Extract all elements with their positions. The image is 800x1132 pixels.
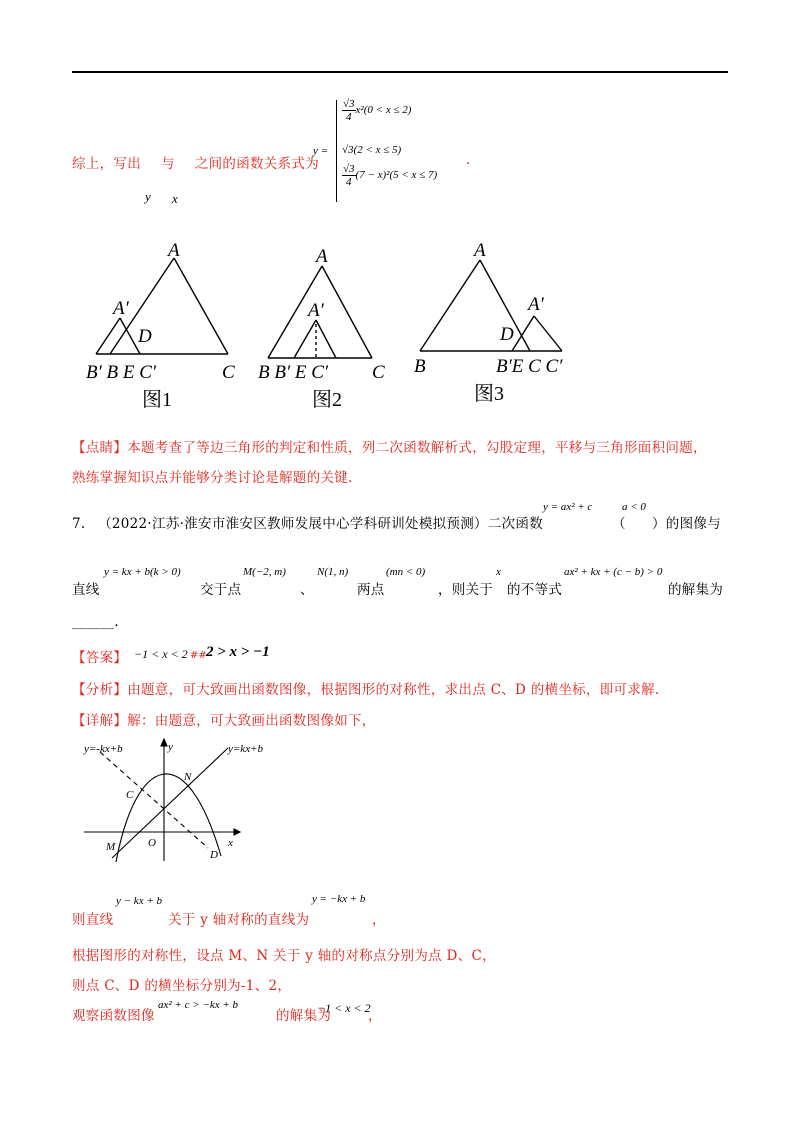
comment-text-1: 本题考查了等边三角形的判定和性质，列二次函数解析式，勾股定理，平移与三角形面积问题， — [127, 440, 707, 456]
q7-func: y = ax² + c — [543, 501, 593, 513]
step4-sol: −1 < x < 2 — [317, 1001, 371, 1015]
function-graph — [76, 736, 276, 866]
summary-text-2: 与 — [161, 156, 175, 172]
analysis-line — [72, 678, 660, 698]
piecewise-lhs: y = — [313, 145, 329, 157]
piecewise-case2: √3(2 < x ≤ 5) — [342, 144, 402, 156]
case3-num: √3 — [343, 163, 355, 175]
summary-y-var: y — [145, 189, 151, 204]
q7-cond: a < 0 — [622, 501, 646, 513]
parabola — [116, 774, 221, 862]
fig1-label-D: D — [138, 326, 152, 347]
summary-text-1: 综上，写出 — [72, 156, 141, 172]
fig2-caption: 图2 — [312, 389, 342, 411]
fig1-label-bottom: B′ B E C′ — [86, 362, 157, 383]
q7-line2-start: 直线 — [72, 582, 100, 598]
analysis-text: 由题意，可大致画出函数图像，根据图形的对称性，求出点 C、D 的横坐标，即可求解. — [127, 682, 660, 698]
q7-about: ，则关于 — [438, 582, 494, 598]
step4-eq: ax² + c > −kx + b — [158, 999, 239, 1011]
q7-intersect: 交于点 — [200, 582, 242, 598]
step1-c: ， — [372, 912, 386, 928]
answer-line — [72, 646, 127, 666]
q7-point-N: N(1, n) — [317, 566, 349, 578]
summary-period: . — [466, 152, 471, 168]
fig3-caption: 图3 — [474, 383, 504, 405]
summary-x-var: x — [172, 191, 178, 206]
detail-line — [72, 709, 376, 729]
graph-point-N: N — [184, 771, 192, 783]
step1-eq2: y = −kx + b — [312, 893, 366, 905]
answer-sep: ## — [190, 650, 207, 661]
fig1-label-A1: A′ — [113, 298, 129, 319]
step4-a: 观察函数图像 — [72, 1008, 155, 1024]
q7-sep: 、 — [300, 582, 314, 598]
graph-origin: O — [148, 837, 156, 849]
case3-rest: (7 − x)²(5 < x ≤ 7) — [355, 169, 438, 182]
comment-line-1 — [72, 436, 707, 456]
q7-ineq-of: 的不等式 — [507, 582, 563, 598]
summary-prefix — [72, 152, 319, 172]
q7-cond-open: （ — [612, 516, 626, 532]
step2: 根据图形的对称性，设点 M、N 关于 y 轴的对称点分别为点 D、C， — [72, 948, 496, 964]
fig2-label-A1: A′ — [308, 300, 324, 321]
piecewise-brace — [336, 100, 341, 202]
q7-ineq: ax² + kx + (c − b) > 0 — [564, 566, 663, 578]
q7-solution-set: 的解集为 — [668, 582, 724, 598]
q7-point-M: M(−2, m) — [243, 566, 286, 578]
analysis-tag: 【分析】 — [72, 682, 128, 698]
case3-den: 4 — [346, 176, 352, 188]
fig1-label-C: C — [222, 362, 235, 383]
fig2-label-A: A — [316, 246, 328, 267]
graph-point-D: D — [210, 849, 218, 861]
triangle-figures — [80, 236, 600, 416]
answer-value: −1 < x < 2 — [134, 647, 188, 661]
step1-eq: y − kx + b — [116, 895, 162, 907]
q7-mn: (mn < 0) — [386, 566, 426, 578]
graph-label-left: y=-kx+b — [84, 743, 123, 755]
fig2-label-C: C — [372, 362, 385, 383]
step3: 则点 C、D 的横坐标分别为-1、2， — [72, 978, 292, 994]
step1-b: 关于 y 轴对称的直线为 — [168, 912, 310, 928]
fig3-label-bottom: B′E C C′ — [496, 356, 563, 377]
fig3-label-D: D — [500, 324, 514, 345]
q7-cond-close: ）的图像与 — [652, 516, 721, 532]
q7-line-eq: y = kx + b(k > 0) — [104, 566, 181, 578]
step4-c: ， — [368, 1008, 382, 1024]
answer-bold: 2 > x > −1 — [206, 644, 270, 660]
q7-source: （2022·江苏·淮安市淮安区教师发展中心学科研训处模拟预测）二次函数 — [98, 516, 544, 532]
y-axis-arrow — [161, 739, 167, 746]
comment-tag: 【点睛】 — [72, 440, 128, 456]
step4-b: 的解集为 — [276, 1008, 332, 1024]
fig2-label-bottom: B B′ E C′ — [258, 362, 329, 383]
graph-label-right: y=kx+b — [228, 743, 263, 755]
answer-tag: 【答案】 — [72, 650, 128, 666]
graph-point-M: M — [106, 841, 116, 853]
line-kx-b — [112, 748, 228, 858]
piecewise-case1 — [342, 98, 411, 123]
q7-two-points: 两点 — [357, 582, 385, 598]
x-axis-arrow — [234, 829, 240, 835]
fig3-label-A: A — [474, 240, 486, 261]
step1-a: 则直线 — [72, 912, 114, 928]
piecewise-case3 — [342, 163, 437, 188]
detail-text: 解：由题意，可大致画出函数图像如下， — [127, 713, 376, 729]
detail-tag: 【详解】 — [72, 713, 128, 729]
fig1-label-A: A — [168, 240, 180, 261]
fig1-caption: 图1 — [142, 389, 172, 411]
q7-number: 7. — [72, 516, 86, 532]
graph-point-C: C — [126, 789, 134, 801]
q7-blank: ______. — [72, 614, 119, 630]
header-rule — [72, 71, 728, 73]
question-7-line-1 — [72, 512, 543, 532]
summary-text-3: 之间的函数关系式为 — [194, 156, 320, 172]
line-neg-kx-b — [100, 752, 208, 848]
case1-rest: x²(0 < x ≤ 2) — [355, 104, 412, 117]
fig3-label-B: B — [414, 356, 426, 377]
comment-line-2: 熟练掌握知识点并能够分类讨论是解题的关键. — [72, 470, 353, 486]
case1-den: 4 — [346, 111, 352, 123]
case1-num: √3 — [343, 98, 355, 110]
q7-x: x — [496, 566, 501, 578]
graph-x-axis: x — [228, 837, 233, 849]
fig3-label-A1: A′ — [528, 294, 544, 315]
graph-y-axis: y — [168, 741, 173, 753]
